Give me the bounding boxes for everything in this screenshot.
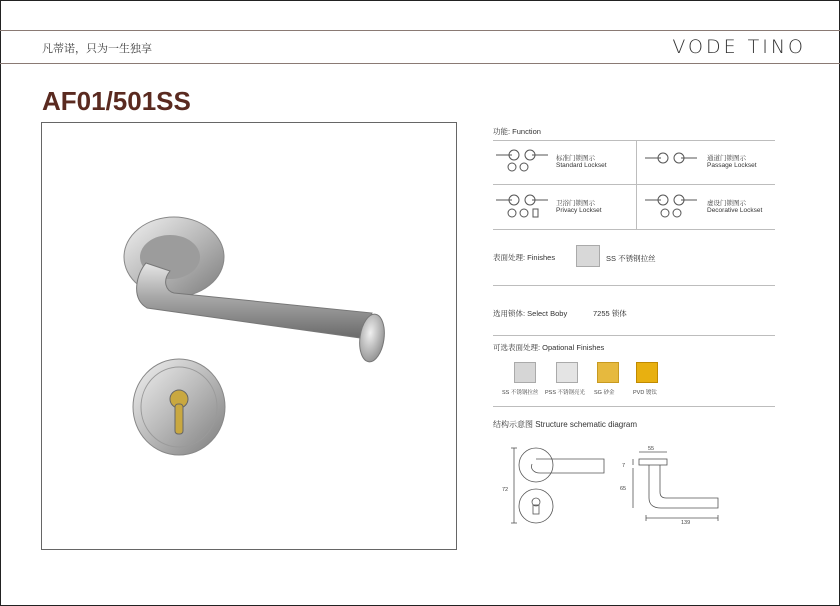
header-bottom-rule <box>0 63 840 64</box>
dim-7: 7 <box>622 463 626 469</box>
body-rule <box>493 335 775 336</box>
header-top-rule <box>0 30 840 31</box>
function-top-rule <box>493 140 775 141</box>
optional-swatch-sg <box>597 362 619 383</box>
finishes-rule <box>493 285 775 286</box>
dim-72: 72 <box>502 487 509 493</box>
finishes-value: SS 不锈钢拉丝 <box>606 254 656 263</box>
optional-heading: 可选表面处理: Opational Finishes <box>493 343 605 352</box>
optional-swatch-pvd <box>636 362 658 383</box>
brand-logo: VODE TINO <box>672 36 806 58</box>
function-standard-cn: 标准门锁图示 <box>556 155 595 162</box>
decorative-lockset-icon <box>643 192 703 220</box>
structure-diagram <box>496 440 736 535</box>
optional-label-sg: SG 砂金 <box>594 390 615 396</box>
product-photo <box>41 122 457 550</box>
passage-lockset-icon <box>643 148 703 168</box>
finish-swatch <box>576 245 600 267</box>
function-decorative-cn: 虚设门锁图示 <box>707 200 746 207</box>
optional-swatch-ss <box>514 362 536 383</box>
privacy-lockset-icon <box>494 192 554 220</box>
function-heading: 功能: Function <box>493 127 541 136</box>
optional-swatch-pss <box>556 362 578 383</box>
function-decorative-en: Decorative Lockset <box>707 207 763 214</box>
function-divider-v <box>636 141 637 229</box>
optional-label-pss: PSS 不锈钢亮光 <box>545 390 586 396</box>
body-value: 7255 锁体 <box>593 309 627 318</box>
body-heading: 选用锁体: Select Boby <box>493 309 568 318</box>
function-bottom-rule <box>493 229 775 230</box>
optional-rule <box>493 406 775 407</box>
structure-heading: 结构示意图 Structure schematic diagram <box>493 420 638 429</box>
function-privacy-en: Privacy Lockset <box>556 207 602 214</box>
header-slogan: 凡蒂诺，只为一生独享 <box>42 43 152 55</box>
optional-label-pvd: PVD 镀钛 <box>633 390 657 396</box>
optional-label-ss: SS 不锈钢拉丝 <box>502 390 539 396</box>
dim-139: 139 <box>681 520 691 526</box>
dim-55: 55 <box>648 446 655 452</box>
function-standard-en: Standard Lockset <box>556 162 607 169</box>
function-passage-en: Passage Lockset <box>707 162 757 169</box>
function-passage-cn: 通道门锁图示 <box>707 155 746 162</box>
product-code: AF01/501SS <box>42 86 191 116</box>
finishes-heading: 表面处理: Finishes <box>493 253 556 262</box>
dim-65: 65 <box>620 486 627 492</box>
function-privacy-cn: 卫浴门锁图示 <box>556 200 595 207</box>
handle-illustration <box>42 123 456 549</box>
function-divider-h <box>493 184 775 185</box>
standard-lockset-icon <box>494 145 554 173</box>
